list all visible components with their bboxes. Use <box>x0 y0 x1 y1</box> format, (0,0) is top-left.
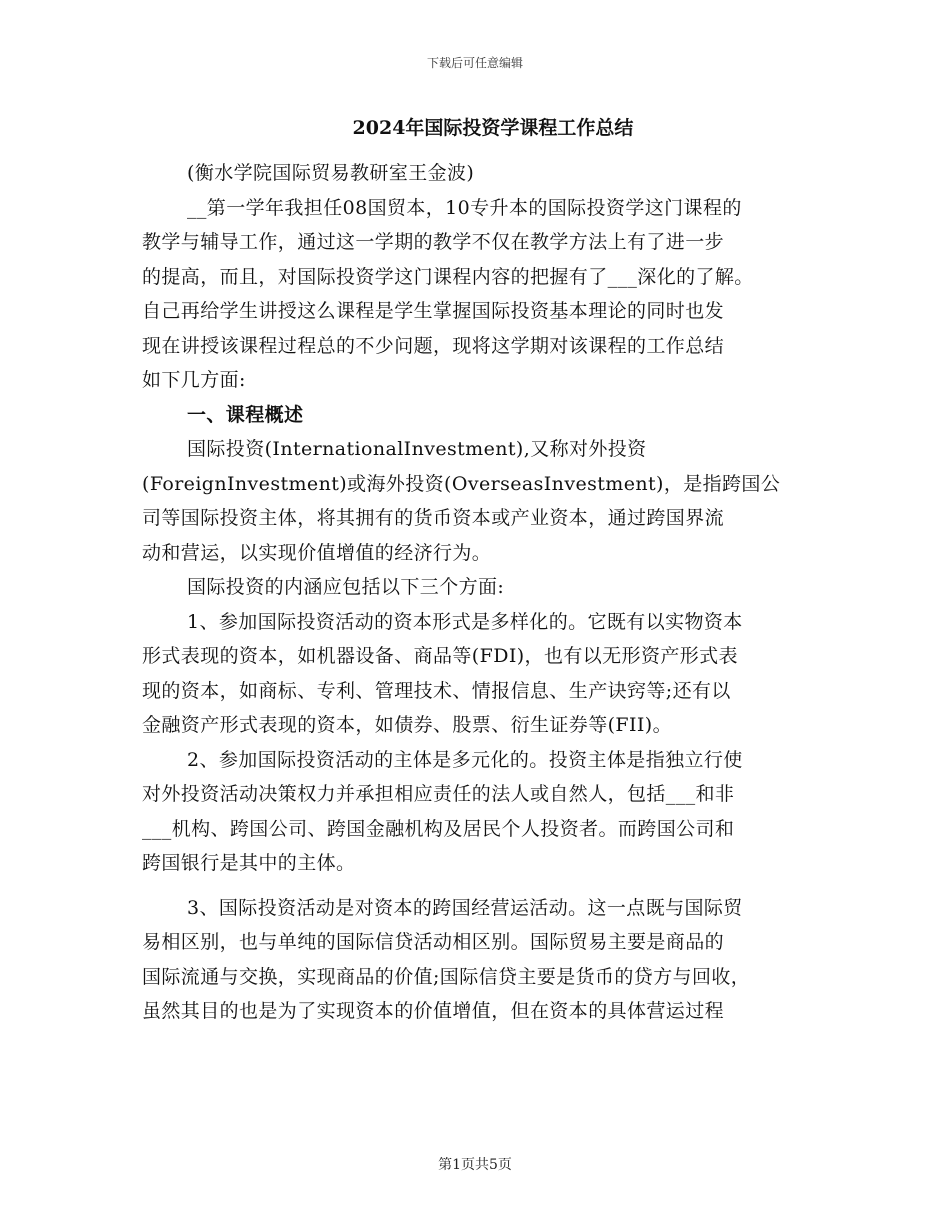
paragraph-spacer <box>142 881 822 891</box>
text-line: ___机构、跨国公司、跨国金融机构及居民个人投资者。而跨国公司和 <box>142 817 735 840</box>
point-3-paragraph <box>142 891 822 1029</box>
point-1-paragraph <box>142 605 822 743</box>
text-line: 对外投资活动决策权力并承担相应责任的法人或自然人，包括___和非 <box>142 783 735 805</box>
text-line: 易相区别，也与单纯的国际信贷活动相区别。国际贸易主要是商品的 <box>142 931 725 953</box>
definition-paragraph <box>142 432 822 570</box>
author-line: (衡水学院国际贸易教研室王金波) <box>187 162 475 184</box>
text-line: 教学与辅导工作，通过这一学期的教学不仅在教学方法上有了进一步 <box>142 231 725 253</box>
section-heading: 一、课程概述 <box>187 403 304 426</box>
page-header-note: 下载后可任意编辑 <box>426 56 523 70</box>
text-line: 现在讲授该课程过程总的不少问题，现将这学期对该课程的工作总结 <box>142 334 725 357</box>
text-line: 司等国际投资主体，将其拥有的货币资本或产业资本，通过跨国界流 <box>142 507 725 529</box>
text-line: 2、参加国际投资活动的主体是多元化的。投资主体是指独立行使 <box>187 748 743 771</box>
text-line: 国际投资(InternationalInvestment),又称对外投资 <box>187 438 647 460</box>
intro-paragraph <box>142 191 822 398</box>
connotation-intro: 国际投资的内涵应包括以下三个方面: <box>187 576 505 598</box>
text-line: 金融资产形式表现的资本，如债券、股票、衍生证券等(FII)。 <box>142 714 673 736</box>
text-line: 形式表现的资本，如机器设备、商品等(FDI)，也有以无形资产形式表 <box>142 645 738 667</box>
text-line: __第一学年我担任08国贸本，10专升本的国际投资学这门课程的 <box>187 196 742 219</box>
text-line: 如下几方面: <box>142 369 246 391</box>
text-line: 1、参加国际投资活动的资本形式是多样化的。它既有以实物资本 <box>187 610 743 633</box>
text-line: 国际流通与交换，实现商品的价值;国际信贷主要是货币的贷方与回收， <box>142 965 751 988</box>
page-number: 第1页共5页 <box>438 1157 512 1173</box>
text-line: 动和营运，以实现价值增值的经济行为。 <box>142 541 492 564</box>
text-line: 3、国际投资活动是对资本的跨国经营运活动。这一点既与国际贸 <box>187 896 743 919</box>
text-line: 虽然其目的也是为了实现资本的价值增值，但在资本的具体营运过程 <box>142 1000 725 1022</box>
text-line: 的提高，而且，对国际投资学这门课程内容的把握有了___深化的了解。 <box>142 265 754 288</box>
point-2-paragraph <box>142 743 822 881</box>
text-line: 现的资本，如商标、专利、管理技术、情报信息、生产诀窍等;还有以 <box>142 679 731 702</box>
document-body <box>142 112 822 1029</box>
document-title: 2024年国际投资学课程工作总结 <box>352 117 634 139</box>
text-line: 自己再给学生讲授这么课程是学生掌握国际投资基本理论的同时也发 <box>142 300 725 322</box>
text-line: 跨国银行是其中的主体。 <box>142 852 356 874</box>
text-line: (ForeignInvestment)或海外投资(OverseasInvestment)，是指跨国公 <box>142 472 781 495</box>
